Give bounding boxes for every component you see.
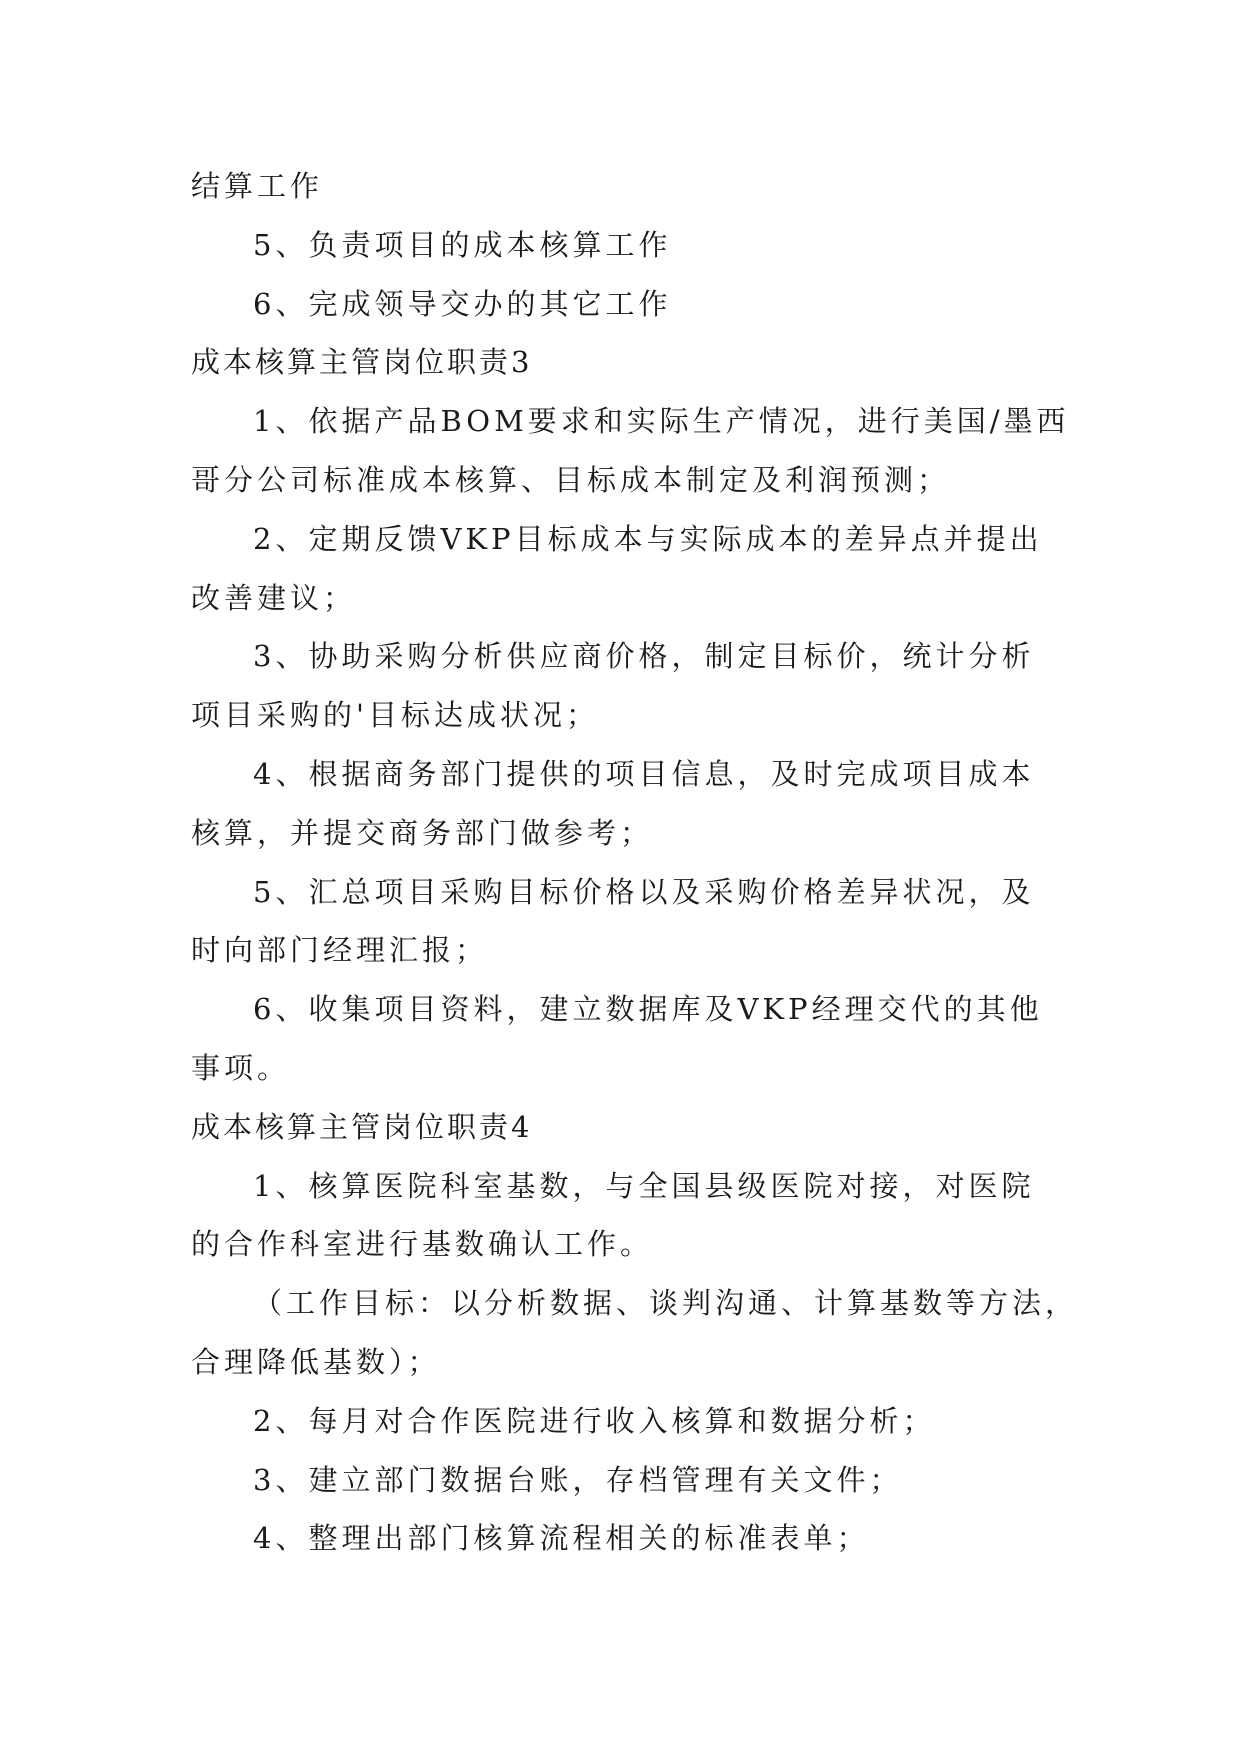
section-heading: 成本核算主管岗位职责3	[191, 345, 533, 380]
document-body	[191, 157, 1079, 1568]
text-line: 哥分公司标准成本核算、目标成本制定及利润预测；	[191, 462, 951, 497]
list-item: 5、负责项目的成本核算工作	[253, 227, 672, 262]
list-item: 4、整理出部门核算流程相关的标准表单；	[253, 1521, 870, 1556]
list-item: （工作目标：以分析数据、谈判沟通、计算基数等方法，	[253, 1286, 1079, 1321]
list-item: 3、建立部门数据台账，存档管理有关文件；	[253, 1462, 903, 1497]
text-line: 合理降低基数）；	[191, 1344, 441, 1379]
list-item: 1、依据产品BOM要求和实际生产情况，进行美国/墨西	[253, 404, 1070, 439]
text-line: 核算，并提交商务部门做参考；	[191, 815, 654, 850]
list-item: 1、核算医院科室基数，与全国县级医院对接，对医院	[253, 1168, 1035, 1203]
section-heading: 成本核算主管岗位职责4	[191, 1109, 533, 1144]
text-line: 的合作科室进行基数确认工作。	[191, 1227, 654, 1262]
list-item: 6、收集项目资料，建立数据库及VKP经理交代的其他	[253, 992, 1043, 1027]
list-item: 3、协助采购分析供应商价格，制定目标价，统计分析	[253, 639, 1035, 674]
list-item: 2、每月对合作医院进行收入核算和数据分析；	[253, 1403, 936, 1438]
list-item: 4、根据商务部门提供的项目信息，及时完成项目成本	[253, 756, 1035, 791]
text-line: 时向部门经理汇报；	[191, 933, 489, 968]
list-item: 5、汇总项目采购目标价格以及采购价格差异状况，及	[253, 874, 1035, 909]
text-line: 项目采购的'目标达成状况；	[191, 698, 599, 733]
text-line: 改善建议；	[191, 580, 357, 615]
list-item: 2、定期反馈VKP目标成本与实际成本的差异点并提出	[253, 521, 1043, 556]
text-line: 结算工作	[191, 169, 324, 203]
list-item: 6、完成领导交办的其它工作	[253, 286, 672, 321]
text-line: 事项。	[191, 1050, 291, 1085]
